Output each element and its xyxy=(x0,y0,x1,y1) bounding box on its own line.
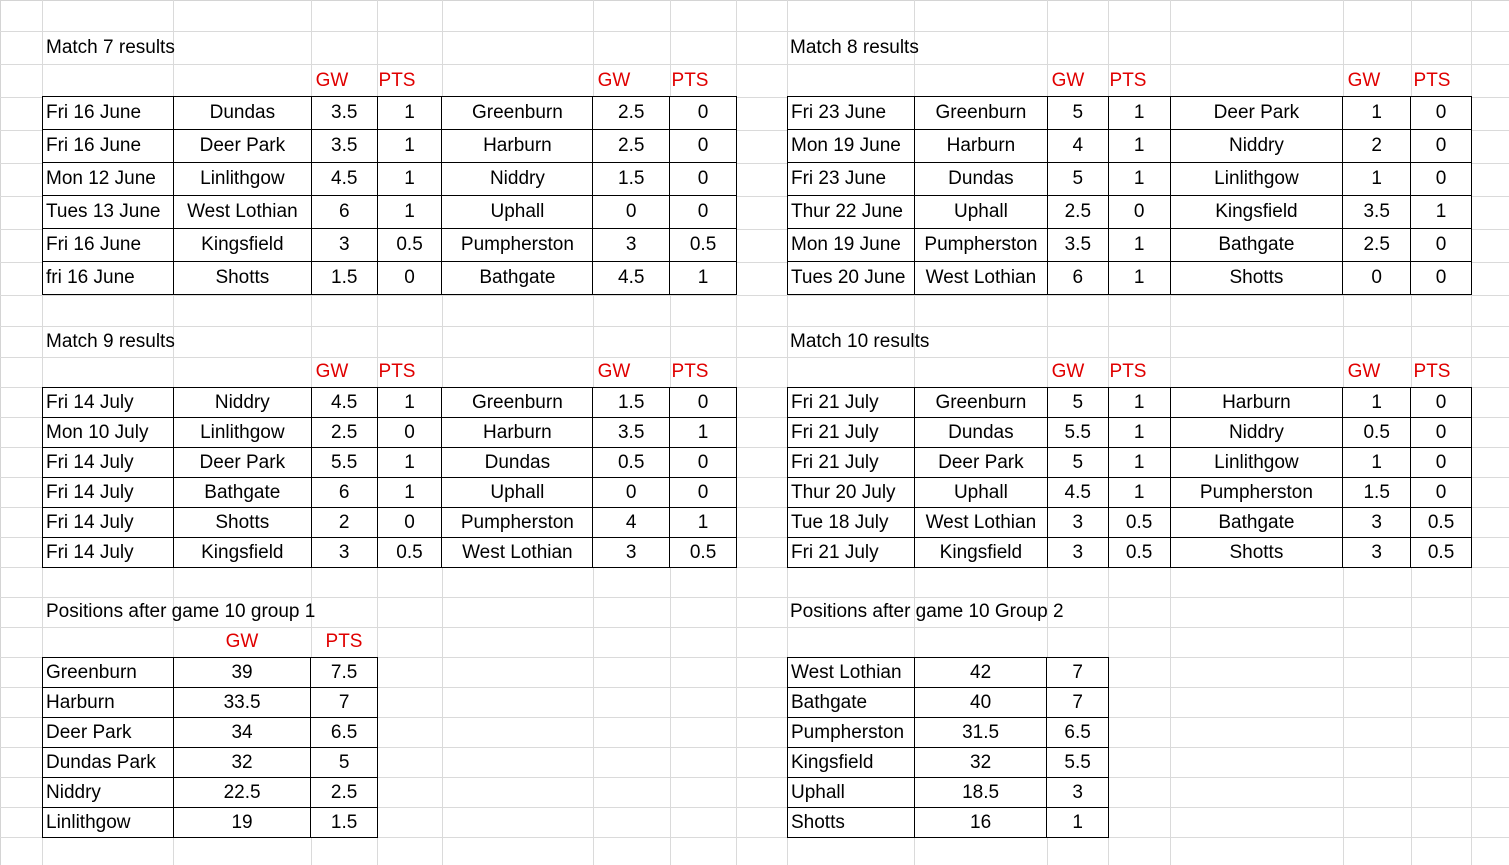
date-cell[interactable]: Fri 23 June xyxy=(788,163,915,196)
pts-cell[interactable]: 7.5 xyxy=(311,658,378,688)
away-gw-cell[interactable]: 2.5 xyxy=(593,130,670,163)
home-gw-cell[interactable]: 5.5 xyxy=(311,448,377,478)
away-pts-cell[interactable]: 1 xyxy=(670,508,737,538)
away-team-cell[interactable]: Shotts xyxy=(1170,538,1343,568)
home-pts-cell[interactable]: 0.5 xyxy=(377,538,442,568)
away-pts-cell[interactable]: 1 xyxy=(670,262,737,295)
away-gw-cell[interactable]: 1.5 xyxy=(593,388,670,418)
home-team-cell[interactable]: Harburn xyxy=(914,130,1047,163)
home-pts-cell[interactable]: 1 xyxy=(1108,448,1170,478)
away-pts-cell[interactable]: 0.5 xyxy=(1411,508,1472,538)
table-row xyxy=(43,388,737,418)
table-row xyxy=(788,229,1472,262)
match8-gw-home-header[interactable]: GW xyxy=(1051,70,1085,91)
table-row xyxy=(788,778,1109,808)
pts-cell[interactable]: 7 xyxy=(1047,688,1109,718)
home-gw-cell[interactable]: 3 xyxy=(311,538,377,568)
match8-gw-away-header[interactable]: GW xyxy=(1347,70,1381,91)
table-row xyxy=(43,448,737,478)
gw-cell[interactable]: 22.5 xyxy=(173,778,310,808)
home-team-cell[interactable]: Dundas xyxy=(914,163,1047,196)
home-pts-cell[interactable]: 1 xyxy=(1108,262,1170,295)
away-gw-cell[interactable]: 0.5 xyxy=(593,448,670,478)
pts-cell[interactable]: 3 xyxy=(1047,778,1109,808)
away-pts-cell[interactable]: 0 xyxy=(1411,418,1472,448)
away-gw-cell[interactable]: 3.5 xyxy=(1343,196,1411,229)
away-gw-cell[interactable]: 1 xyxy=(1343,163,1411,196)
date-cell[interactable]: Fri 23 June xyxy=(788,97,915,130)
table-row xyxy=(43,478,737,508)
match9-gw-away-header[interactable]: GW xyxy=(597,361,631,382)
table-row xyxy=(43,130,737,163)
home-pts-cell[interactable]: 0 xyxy=(1108,196,1170,229)
home-team-cell[interactable]: Shotts xyxy=(173,508,311,538)
date-cell[interactable]: Fri 14 July xyxy=(43,538,174,568)
table-row xyxy=(43,748,378,778)
match7-pts-away-header[interactable]: PTS xyxy=(671,70,709,91)
away-gw-cell[interactable]: 0.5 xyxy=(1343,418,1411,448)
date-cell[interactable]: Fri 21 July xyxy=(788,418,915,448)
away-pts-cell[interactable]: 0 xyxy=(1411,448,1472,478)
gw-cell[interactable]: 42 xyxy=(914,658,1046,688)
gw-cell[interactable]: 16 xyxy=(914,808,1046,838)
match9-title[interactable]: Match 9 results xyxy=(46,331,175,352)
pts-cell[interactable]: 5 xyxy=(311,748,378,778)
away-team-cell[interactable]: Harburn xyxy=(442,130,593,163)
home-gw-cell[interactable]: 3.5 xyxy=(311,97,377,130)
table-row xyxy=(788,196,1472,229)
home-gw-cell[interactable]: 2.5 xyxy=(311,418,377,448)
home-pts-cell[interactable]: 1 xyxy=(377,196,442,229)
table-row xyxy=(788,508,1472,538)
home-gw-cell[interactable]: 5 xyxy=(1047,448,1108,478)
team-cell[interactable]: Pumpherston xyxy=(788,718,915,748)
match7-pts-home-header[interactable]: PTS xyxy=(378,70,416,91)
home-gw-cell[interactable]: 3 xyxy=(1047,508,1108,538)
away-gw-cell[interactable]: 2.5 xyxy=(593,97,670,130)
home-team-cell[interactable]: Dundas xyxy=(173,97,311,130)
gw-cell[interactable]: 33.5 xyxy=(173,688,310,718)
away-gw-cell[interactable]: 1.5 xyxy=(593,163,670,196)
table-row xyxy=(788,97,1472,130)
team-cell[interactable]: Kingsfield xyxy=(788,748,915,778)
away-gw-cell[interactable]: 1 xyxy=(1343,388,1411,418)
away-gw-cell[interactable]: 3 xyxy=(1343,508,1411,538)
away-pts-cell[interactable]: 0 xyxy=(1411,130,1472,163)
away-pts-cell[interactable]: 0 xyxy=(670,478,737,508)
home-pts-cell[interactable]: 1 xyxy=(377,163,442,196)
match9-pts-home-header[interactable]: PTS xyxy=(378,361,416,382)
table-row xyxy=(788,808,1109,838)
home-pts-cell[interactable]: 1 xyxy=(1108,478,1170,508)
away-pts-cell[interactable]: 0 xyxy=(670,130,737,163)
date-cell[interactable]: Fri 16 June xyxy=(43,130,174,163)
table-row xyxy=(43,688,378,718)
home-gw-cell[interactable]: 1.5 xyxy=(311,262,377,295)
away-gw-cell[interactable]: 3.5 xyxy=(593,418,670,448)
home-team-cell[interactable]: Kingsfield xyxy=(173,538,311,568)
team-cell[interactable]: Niddry xyxy=(43,778,174,808)
pts-cell[interactable]: 2.5 xyxy=(311,778,378,808)
home-team-cell[interactable]: West Lothian xyxy=(173,196,311,229)
table-row xyxy=(43,418,737,448)
away-team-cell[interactable]: Niddry xyxy=(1170,418,1343,448)
date-cell[interactable]: Fri 16 June xyxy=(43,97,174,130)
home-pts-cell[interactable]: 1 xyxy=(1108,388,1170,418)
home-gw-cell[interactable]: 5 xyxy=(1047,388,1108,418)
table-row xyxy=(43,196,737,229)
away-team-cell[interactable]: Bathgate xyxy=(1170,229,1343,262)
home-team-cell[interactable]: Deer Park xyxy=(173,130,311,163)
table-row xyxy=(788,130,1472,163)
table-row xyxy=(43,229,737,262)
table-row xyxy=(788,538,1472,568)
table-row xyxy=(43,97,737,130)
date-cell[interactable]: Tues 20 June xyxy=(788,262,915,295)
team-cell[interactable]: West Lothian xyxy=(788,658,915,688)
pts-cell[interactable]: 7 xyxy=(1047,658,1109,688)
away-team-cell[interactable]: Greenburn xyxy=(442,97,593,130)
group1-title[interactable]: Positions after game 10 group 1 xyxy=(46,601,316,622)
date-cell[interactable]: Tue 18 July xyxy=(788,508,915,538)
table-row xyxy=(788,718,1109,748)
group1-pts-header[interactable]: PTS xyxy=(325,631,363,652)
home-team-cell[interactable]: Bathgate xyxy=(173,478,311,508)
date-cell[interactable]: Fri 21 July xyxy=(788,388,915,418)
gw-cell[interactable]: 34 xyxy=(173,718,310,748)
date-cell[interactable]: Fri 14 July xyxy=(43,448,174,478)
date-cell[interactable]: fri 16 June xyxy=(43,262,174,295)
team-cell[interactable]: Bathgate xyxy=(788,688,915,718)
away-pts-cell[interactable]: 0 xyxy=(670,448,737,478)
away-team-cell[interactable]: Harburn xyxy=(442,418,593,448)
gw-cell[interactable]: 18.5 xyxy=(914,778,1046,808)
home-gw-cell[interactable]: 5.5 xyxy=(1047,418,1108,448)
table-row xyxy=(43,262,737,295)
away-team-cell[interactable]: West Lothian xyxy=(442,538,593,568)
home-pts-cell[interactable]: 1 xyxy=(1108,163,1170,196)
table-row xyxy=(43,658,378,688)
table-row xyxy=(43,718,378,748)
table-row xyxy=(43,808,378,838)
home-team-cell[interactable]: Deer Park xyxy=(173,448,311,478)
away-pts-cell[interactable]: 1 xyxy=(1411,196,1472,229)
date-cell[interactable]: Mon 10 July xyxy=(43,418,174,448)
home-team-cell[interactable]: West Lothian xyxy=(914,508,1047,538)
gw-cell[interactable]: 40 xyxy=(914,688,1046,718)
date-cell[interactable]: Fri 14 July xyxy=(43,508,174,538)
match9-gw-home-header[interactable]: GW xyxy=(315,361,349,382)
home-pts-cell[interactable]: 0.5 xyxy=(377,229,442,262)
away-pts-cell[interactable]: 0 xyxy=(1411,478,1472,508)
away-gw-cell[interactable]: 3 xyxy=(593,229,670,262)
table-row xyxy=(788,658,1109,688)
home-team-cell[interactable]: Deer Park xyxy=(914,448,1047,478)
team-cell[interactable]: Harburn xyxy=(43,688,174,718)
away-team-cell[interactable]: Linlithgow xyxy=(1170,163,1343,196)
away-team-cell[interactable]: Shotts xyxy=(1170,262,1343,295)
table-row xyxy=(788,163,1472,196)
match10-pts-away-header[interactable]: PTS xyxy=(1413,361,1451,382)
home-team-cell[interactable]: Uphall xyxy=(914,196,1047,229)
home-gw-cell[interactable]: 2.5 xyxy=(1047,196,1108,229)
team-cell[interactable]: Deer Park xyxy=(43,718,174,748)
date-cell[interactable]: Thur 22 June xyxy=(788,196,915,229)
home-pts-cell[interactable]: 1 xyxy=(1108,229,1170,262)
away-team-cell[interactable]: Bathgate xyxy=(442,262,593,295)
pts-cell[interactable]: 7 xyxy=(311,688,378,718)
away-pts-cell[interactable]: 0 xyxy=(1411,262,1472,295)
table-row xyxy=(43,508,737,538)
away-pts-cell[interactable]: 0 xyxy=(670,97,737,130)
away-gw-cell[interactable]: 0 xyxy=(1343,262,1411,295)
away-pts-cell[interactable]: 0 xyxy=(670,163,737,196)
away-gw-cell[interactable]: 3 xyxy=(593,538,670,568)
date-cell[interactable]: Fri 21 July xyxy=(788,448,915,478)
table-row xyxy=(788,478,1472,508)
home-pts-cell[interactable]: 1 xyxy=(1108,418,1170,448)
away-pts-cell[interactable]: 1 xyxy=(670,418,737,448)
match7-gw-away-header[interactable]: GW xyxy=(597,70,631,91)
away-team-cell[interactable]: Kingsfield xyxy=(1170,196,1343,229)
home-team-cell[interactable]: Dundas xyxy=(914,418,1047,448)
date-cell[interactable]: Mon 19 June xyxy=(788,229,915,262)
match10-gw-away-header[interactable]: GW xyxy=(1347,361,1381,382)
away-pts-cell[interactable]: 0.5 xyxy=(1411,538,1472,568)
match9-pts-away-header[interactable]: PTS xyxy=(671,361,709,382)
away-pts-cell[interactable]: 0 xyxy=(1411,229,1472,262)
match10-gw-home-header[interactable]: GW xyxy=(1051,361,1085,382)
home-gw-cell[interactable]: 5 xyxy=(1047,97,1108,130)
gw-cell[interactable]: 39 xyxy=(173,658,310,688)
home-pts-cell[interactable]: 0.5 xyxy=(1108,538,1170,568)
away-team-cell[interactable]: Deer Park xyxy=(1170,97,1343,130)
home-gw-cell[interactable]: 4.5 xyxy=(311,388,377,418)
home-team-cell[interactable]: Niddry xyxy=(173,388,311,418)
table-row xyxy=(43,538,737,568)
home-team-cell[interactable]: Pumpherston xyxy=(914,229,1047,262)
away-team-cell[interactable]: Niddry xyxy=(1170,130,1343,163)
match10-table xyxy=(787,387,1472,568)
group2-title[interactable]: Positions after game 10 Group 2 xyxy=(790,601,1064,622)
away-team-cell[interactable]: Harburn xyxy=(1170,388,1343,418)
match8-title[interactable]: Match 8 results xyxy=(790,37,919,58)
away-team-cell[interactable]: Greenburn xyxy=(442,388,593,418)
group1-standings-table xyxy=(42,657,378,838)
home-team-cell[interactable]: Shotts xyxy=(173,262,311,295)
home-team-cell[interactable]: Kingsfield xyxy=(914,538,1047,568)
pts-cell[interactable]: 1.5 xyxy=(311,808,378,838)
home-gw-cell[interactable]: 6 xyxy=(311,196,377,229)
home-pts-cell[interactable]: 1 xyxy=(1108,97,1170,130)
match8-pts-home-header[interactable]: PTS xyxy=(1109,70,1147,91)
date-cell[interactable]: Mon 12 June xyxy=(43,163,174,196)
away-pts-cell[interactable]: 0.5 xyxy=(670,538,737,568)
away-pts-cell[interactable]: 0.5 xyxy=(670,229,737,262)
table-row xyxy=(788,418,1472,448)
gw-cell[interactable]: 32 xyxy=(173,748,310,778)
home-pts-cell[interactable]: 1 xyxy=(377,388,442,418)
pts-cell[interactable]: 6.5 xyxy=(1047,718,1109,748)
date-cell[interactable]: Tues 13 June xyxy=(43,196,174,229)
match7-gw-home-header[interactable]: GW xyxy=(315,70,349,91)
home-team-cell[interactable]: Kingsfield xyxy=(173,229,311,262)
away-pts-cell[interactable]: 0 xyxy=(670,196,737,229)
home-gw-cell[interactable]: 4.5 xyxy=(311,163,377,196)
table-row xyxy=(788,262,1472,295)
away-pts-cell[interactable]: 0 xyxy=(670,388,737,418)
home-gw-cell[interactable]: 2 xyxy=(311,508,377,538)
home-pts-cell[interactable]: 1 xyxy=(377,130,442,163)
table-row xyxy=(43,163,737,196)
home-team-cell[interactable]: Uphall xyxy=(914,478,1047,508)
home-gw-cell[interactable]: 6 xyxy=(311,478,377,508)
away-pts-cell[interactable]: 0 xyxy=(1411,97,1472,130)
away-gw-cell[interactable]: 4.5 xyxy=(593,262,670,295)
home-team-cell[interactable]: Greenburn xyxy=(914,97,1047,130)
pts-cell[interactable]: 6.5 xyxy=(311,718,378,748)
home-pts-cell[interactable]: 1 xyxy=(377,97,442,130)
away-gw-cell[interactable]: 1 xyxy=(1343,97,1411,130)
away-team-cell[interactable]: Bathgate xyxy=(1170,508,1343,538)
home-pts-cell[interactable]: 1 xyxy=(377,448,442,478)
table-row xyxy=(788,748,1109,778)
away-gw-cell[interactable]: 2.5 xyxy=(1343,229,1411,262)
home-gw-cell[interactable]: 3 xyxy=(1047,538,1108,568)
away-team-cell[interactable]: Niddry xyxy=(442,163,593,196)
gw-cell[interactable]: 32 xyxy=(914,748,1046,778)
group2-standings-table xyxy=(787,657,1109,838)
team-cell[interactable]: Linlithgow xyxy=(43,808,174,838)
match9-table xyxy=(42,387,737,568)
away-gw-cell[interactable]: 0 xyxy=(593,196,670,229)
away-gw-cell[interactable]: 4 xyxy=(593,508,670,538)
away-team-cell[interactable]: Dundas xyxy=(442,448,593,478)
home-pts-cell[interactable]: 0 xyxy=(377,418,442,448)
table-row xyxy=(788,448,1472,478)
table-row xyxy=(788,688,1109,718)
date-cell[interactable]: Fri 21 July xyxy=(788,538,915,568)
away-team-cell[interactable]: Pumpherston xyxy=(442,229,593,262)
gw-cell[interactable]: 31.5 xyxy=(914,718,1046,748)
home-gw-cell[interactable]: 3.5 xyxy=(1047,229,1108,262)
away-team-cell[interactable]: Pumpherston xyxy=(442,508,593,538)
gw-cell[interactable]: 19 xyxy=(173,808,310,838)
away-gw-cell[interactable]: 3 xyxy=(1343,538,1411,568)
table-row xyxy=(788,388,1472,418)
team-cell[interactable]: Dundas Park xyxy=(43,748,174,778)
home-gw-cell[interactable]: 3 xyxy=(311,229,377,262)
match8-pts-away-header[interactable]: PTS xyxy=(1413,70,1451,91)
away-gw-cell[interactable]: 1 xyxy=(1343,448,1411,478)
home-pts-cell[interactable]: 0 xyxy=(377,508,442,538)
away-team-cell[interactable]: Uphall xyxy=(442,196,593,229)
away-gw-cell[interactable]: 0 xyxy=(593,478,670,508)
date-cell[interactable]: Fri 16 June xyxy=(43,229,174,262)
away-gw-cell[interactable]: 1.5 xyxy=(1343,478,1411,508)
date-cell[interactable]: Fri 14 July xyxy=(43,388,174,418)
home-pts-cell[interactable]: 0 xyxy=(377,262,442,295)
home-gw-cell[interactable]: 3.5 xyxy=(311,130,377,163)
away-pts-cell[interactable]: 0 xyxy=(1411,163,1472,196)
home-pts-cell[interactable]: 1 xyxy=(377,478,442,508)
home-team-cell[interactable]: Linlithgow xyxy=(173,418,311,448)
away-team-cell[interactable]: Linlithgow xyxy=(1170,448,1343,478)
home-team-cell[interactable]: West Lothian xyxy=(914,262,1047,295)
match7-table xyxy=(42,96,737,295)
match10-title[interactable]: Match 10 results xyxy=(790,331,930,352)
home-gw-cell[interactable]: 4.5 xyxy=(1047,478,1108,508)
group1-gw-header[interactable]: GW xyxy=(225,631,259,652)
home-gw-cell[interactable]: 4 xyxy=(1047,130,1108,163)
match7-title[interactable]: Match 7 results xyxy=(46,37,175,58)
away-pts-cell[interactable]: 0 xyxy=(1411,388,1472,418)
home-team-cell[interactable]: Linlithgow xyxy=(173,163,311,196)
home-gw-cell[interactable]: 6 xyxy=(1047,262,1108,295)
pts-cell[interactable]: 1 xyxy=(1047,808,1109,838)
date-cell[interactable]: Mon 19 June xyxy=(788,130,915,163)
home-team-cell[interactable]: Greenburn xyxy=(914,388,1047,418)
pts-cell[interactable]: 5.5 xyxy=(1047,748,1109,778)
home-gw-cell[interactable]: 5 xyxy=(1047,163,1108,196)
date-cell[interactable]: Fri 14 July xyxy=(43,478,174,508)
home-pts-cell[interactable]: 0.5 xyxy=(1108,508,1170,538)
date-cell[interactable]: Thur 20 July xyxy=(788,478,915,508)
away-gw-cell[interactable]: 2 xyxy=(1343,130,1411,163)
team-cell[interactable]: Uphall xyxy=(788,778,915,808)
team-cell[interactable]: Greenburn xyxy=(43,658,174,688)
match10-pts-home-header[interactable]: PTS xyxy=(1109,361,1147,382)
table-row xyxy=(43,778,378,808)
away-team-cell[interactable]: Uphall xyxy=(442,478,593,508)
home-pts-cell[interactable]: 1 xyxy=(1108,130,1170,163)
match8-table xyxy=(787,96,1472,295)
away-team-cell[interactable]: Pumpherston xyxy=(1170,478,1343,508)
team-cell[interactable]: Shotts xyxy=(788,808,915,838)
